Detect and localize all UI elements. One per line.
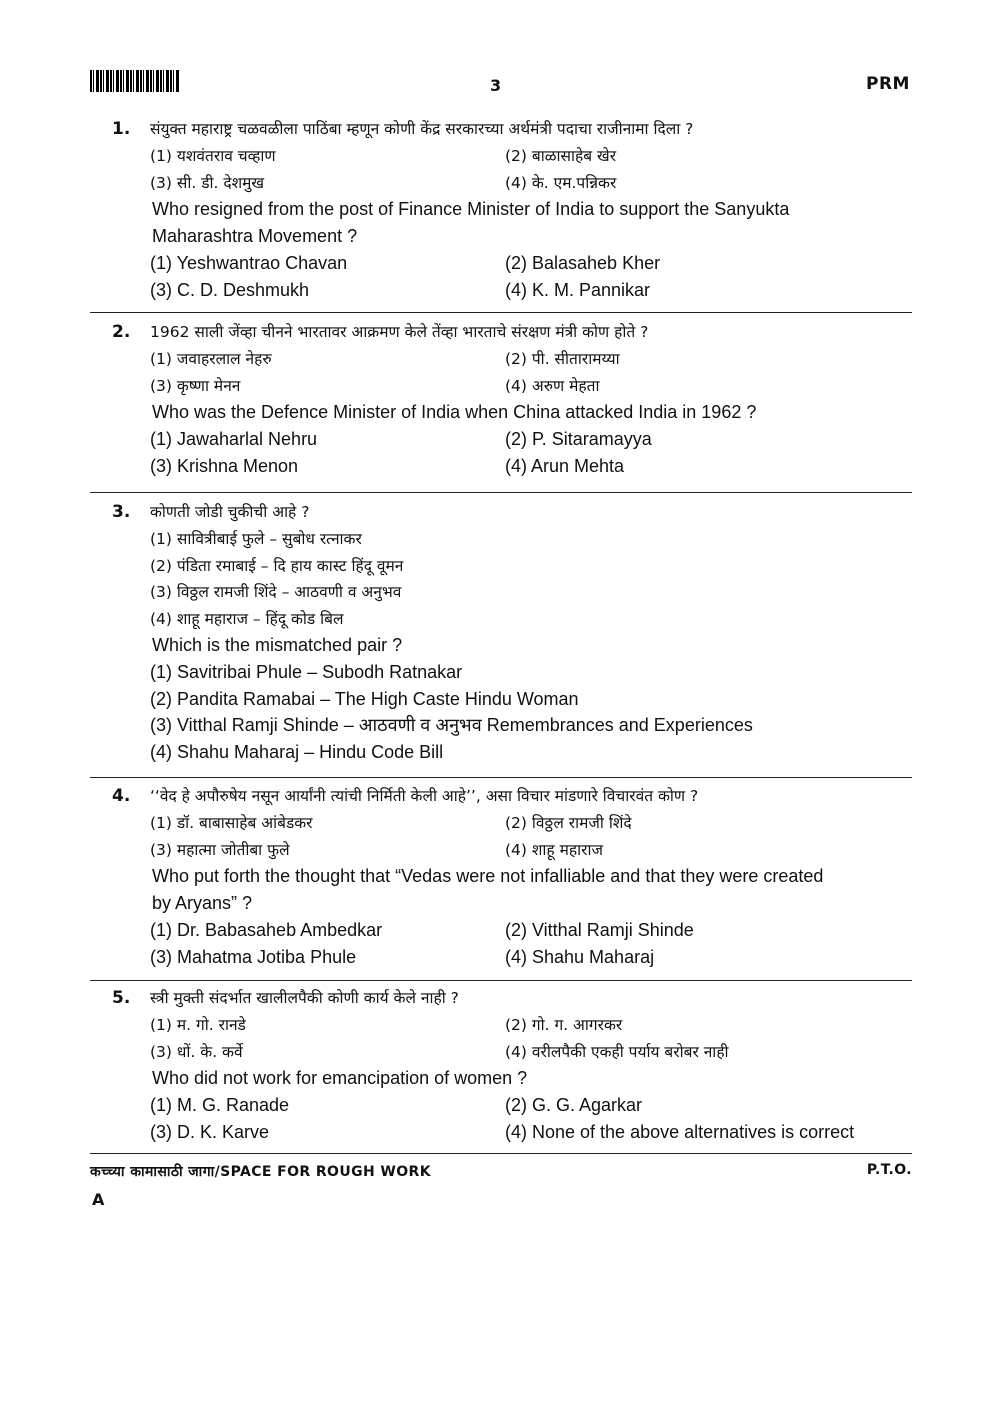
question-3: [112, 499, 912, 765]
paper-code: PRM: [866, 74, 910, 94]
option-english: (1) M. G. Ranade: [150, 1095, 290, 1115]
option-english: (4) Shahu Maharaj: [505, 946, 655, 967]
question-text-english: Who put forth the thought that “Vedas were not infalliable and that they were created: [152, 866, 824, 886]
option-english: (1) Dr. Babasaheb Ambedkar: [150, 920, 383, 940]
option-marathi: (2) बाळासाहेब खेर: [505, 147, 617, 165]
option-english: (4) K. M. Pannikar: [505, 279, 651, 300]
footer: [90, 1162, 912, 1181]
option-marathi: (4) अरुण मेहता: [505, 376, 600, 395]
option-marathi: (3) कृष्णा मेनन: [150, 376, 241, 395]
option-marathi: (2) गो. ग. आगरकर: [505, 1016, 623, 1034]
question-number: 4.: [112, 786, 131, 806]
option-marathi: (1) डॉ. बाबासाहेब आंबेडकर: [150, 814, 313, 832]
option-marathi: (4) वरीलपैकी एकही पर्याय बरोबर नाही: [505, 1042, 729, 1061]
option-marathi: (3) सी. डी. देशमुख: [150, 173, 265, 192]
question-text-marathi: 1962 साली जेंव्हा चीनने भारतावर आक्रमण केले तेंव्हा भारताचे संरक्षण मंत्री कोण होते ?: [150, 323, 649, 341]
option-english: (2) P. Sitaramayya: [505, 429, 652, 449]
divider: [90, 777, 912, 778]
barcode: [90, 70, 180, 92]
option-marathi: (2) पंडिता रमाबाई – दि हाय कास्ट हिंदू वूमन: [150, 556, 404, 575]
pto-label: P.T.O.: [866, 1162, 912, 1178]
page-number: 3: [490, 76, 502, 95]
option-english: (2) Balasaheb Kher: [505, 253, 661, 273]
question-text-english: Which is the mismatched pair ?: [152, 635, 403, 655]
option-marathi: (4) शाहू महाराज: [505, 840, 603, 859]
option-english: (3) Krishna Menon: [150, 455, 299, 476]
divider: [90, 1153, 912, 1154]
option-marathi: (3) धों. के. कर्वे: [150, 1042, 243, 1061]
option-marathi: (2) विठ्ठल रामजी शिंदे: [505, 814, 632, 832]
option-marathi: (3) महात्मा जोतीबा फुले: [150, 840, 290, 859]
option-english: (4) Arun Mehta: [505, 455, 625, 476]
option-english: (1) Savitribai Phule – Subodh Ratnakar: [150, 662, 463, 682]
option-english: (4) Shahu Maharaj – Hindu Code Bill: [150, 741, 444, 762]
divider: [90, 492, 912, 493]
question-number: 5.: [112, 988, 131, 1008]
option-marathi: (2) पी. सीतारामय्या: [505, 350, 620, 368]
question-number: 2.: [112, 322, 131, 342]
question-number: 1.: [112, 119, 131, 139]
question-text-marathi: संयुक्त महाराष्ट्र चळवळीला पाठिंबा म्हणून कोणी केंद्र सरकारच्या अर्थमंत्री पदाचा राजीनामा दिला ?: [150, 120, 694, 138]
option-english: (2) G. G. Agarkar: [505, 1095, 643, 1115]
divider: [90, 980, 912, 981]
option-marathi: (1) सावित्रीबाई फुले – सुबोध रत्नाकर: [150, 530, 362, 548]
option-english: (1) Jawaharlal Nehru: [150, 429, 318, 449]
option-english: (1) Yeshwantrao Chavan: [150, 253, 348, 273]
option-marathi: (4) के. एम.पन्निकर: [505, 173, 617, 192]
option-marathi: (1) म. गो. रानडे: [150, 1016, 246, 1034]
question-text-marathi: ‘‘वेद हे अपौरुषेय नसून आर्यांनी त्यांची निर्मिती केली आहे’’, असा विचार मांडणारे विचारवंत कोण ?: [150, 787, 699, 805]
option-english: (4) None of the above alternatives is correct: [505, 1121, 855, 1142]
question-text-marathi: कोणती जोडी चुकीची आहे ?: [150, 503, 310, 521]
option-english: (3) C. D. Deshmukh: [150, 279, 310, 300]
option-marathi: (4) शाहू महाराज – हिंदू कोड बिल: [150, 609, 344, 628]
option-english: (3) Mahatma Jotiba Phule: [150, 946, 357, 967]
option-english: (3) Vitthal Ramji Shinde – आठवणी व अनुभव Remembrances and Experiences: [150, 715, 753, 735]
question-4: [112, 783, 912, 970]
question-text-marathi: स्त्री मुक्ती संदर्भात खालीलपैकी कोणी कार्य केले नाही ?: [150, 989, 459, 1007]
question-text-english-cont: by Aryans” ?: [152, 893, 253, 913]
option-marathi: (1) जवाहरलाल नेहरु: [150, 350, 272, 368]
option-english: (2) Pandita Ramabai – The High Caste Hindu Woman: [150, 688, 579, 709]
question-text-english: Who was the Defence Minister of India when China attacked India in 1962 ?: [152, 402, 757, 422]
question-2: [112, 319, 912, 479]
option-english: (2) Vitthal Ramji Shinde: [505, 920, 694, 940]
question-1: [112, 116, 912, 303]
set-label: A: [92, 1190, 105, 1209]
question-text-english: Who did not work for emancipation of women ?: [152, 1068, 528, 1088]
question-text-english: Who resigned from the post of Finance Minister of India to support the Sanyukta: [152, 199, 790, 219]
option-marathi: (1) यशवंतराव चव्हाण: [150, 147, 276, 165]
question-text-english-cont: Maharashtra Movement ?: [152, 226, 358, 246]
option-marathi: (3) विठ्ठल रामजी शिंदे – आठवणी व अनुभव: [150, 583, 402, 601]
question-number: 3.: [112, 502, 131, 522]
question-5: [112, 985, 912, 1145]
rough-work-label: कच्च्या कामासाठी जागा/SPACE FOR ROUGH WORK: [90, 1164, 431, 1180]
option-english: (3) D. K. Karve: [150, 1121, 270, 1142]
divider: [90, 312, 912, 313]
